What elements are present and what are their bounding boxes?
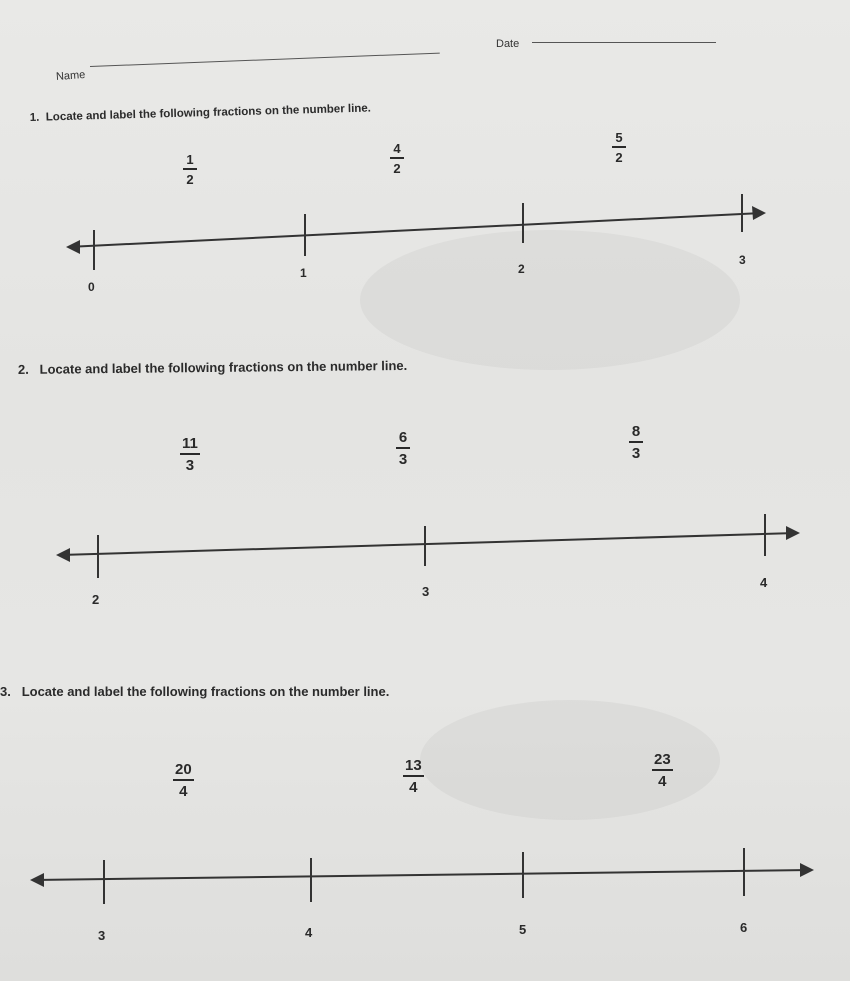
name-label: Name	[55, 68, 86, 84]
q3-fraction-3: 23 4	[654, 751, 671, 790]
date-label: Date	[496, 38, 520, 50]
question-2-title: 2. Locate and label the following fractions on the number line.	[17, 357, 408, 377]
q1-fraction-2: 4 2	[390, 142, 404, 175]
q2-fraction-1: 11 3	[182, 435, 198, 474]
q2-fraction-2: 6 3	[396, 430, 410, 467]
q1-fraction-1: 1 2	[183, 153, 197, 186]
q3-tick-label-3: 3	[98, 928, 106, 943]
q2-fraction-3: 8 3	[629, 424, 643, 461]
question-3-title: 3. Locate and label the following fractions on the number line.	[0, 684, 390, 699]
q2-tick-label-3: 3	[422, 584, 430, 599]
q2-tick-label-2: 2	[92, 592, 100, 607]
q3-tick-label-4: 4	[305, 925, 313, 940]
q1-tick-label-2: 2	[518, 262, 525, 276]
q3-fraction-2: 13 4	[405, 757, 422, 796]
q1-tick-label-3: 3	[739, 253, 746, 267]
q1-tick-label-0: 0	[88, 280, 95, 294]
q1-tick-label-1: 1	[300, 266, 307, 280]
question-1-title: 1. Locate and label the following fractions on the number line.	[29, 102, 372, 124]
q3-tick-label-5: 5	[519, 922, 527, 937]
q3-fraction-1: 20 4	[175, 761, 192, 800]
q3-tick-label-6: 6	[740, 920, 748, 935]
q2-tick-label-4: 4	[760, 575, 768, 590]
q1-fraction-3: 5 2	[612, 131, 626, 164]
